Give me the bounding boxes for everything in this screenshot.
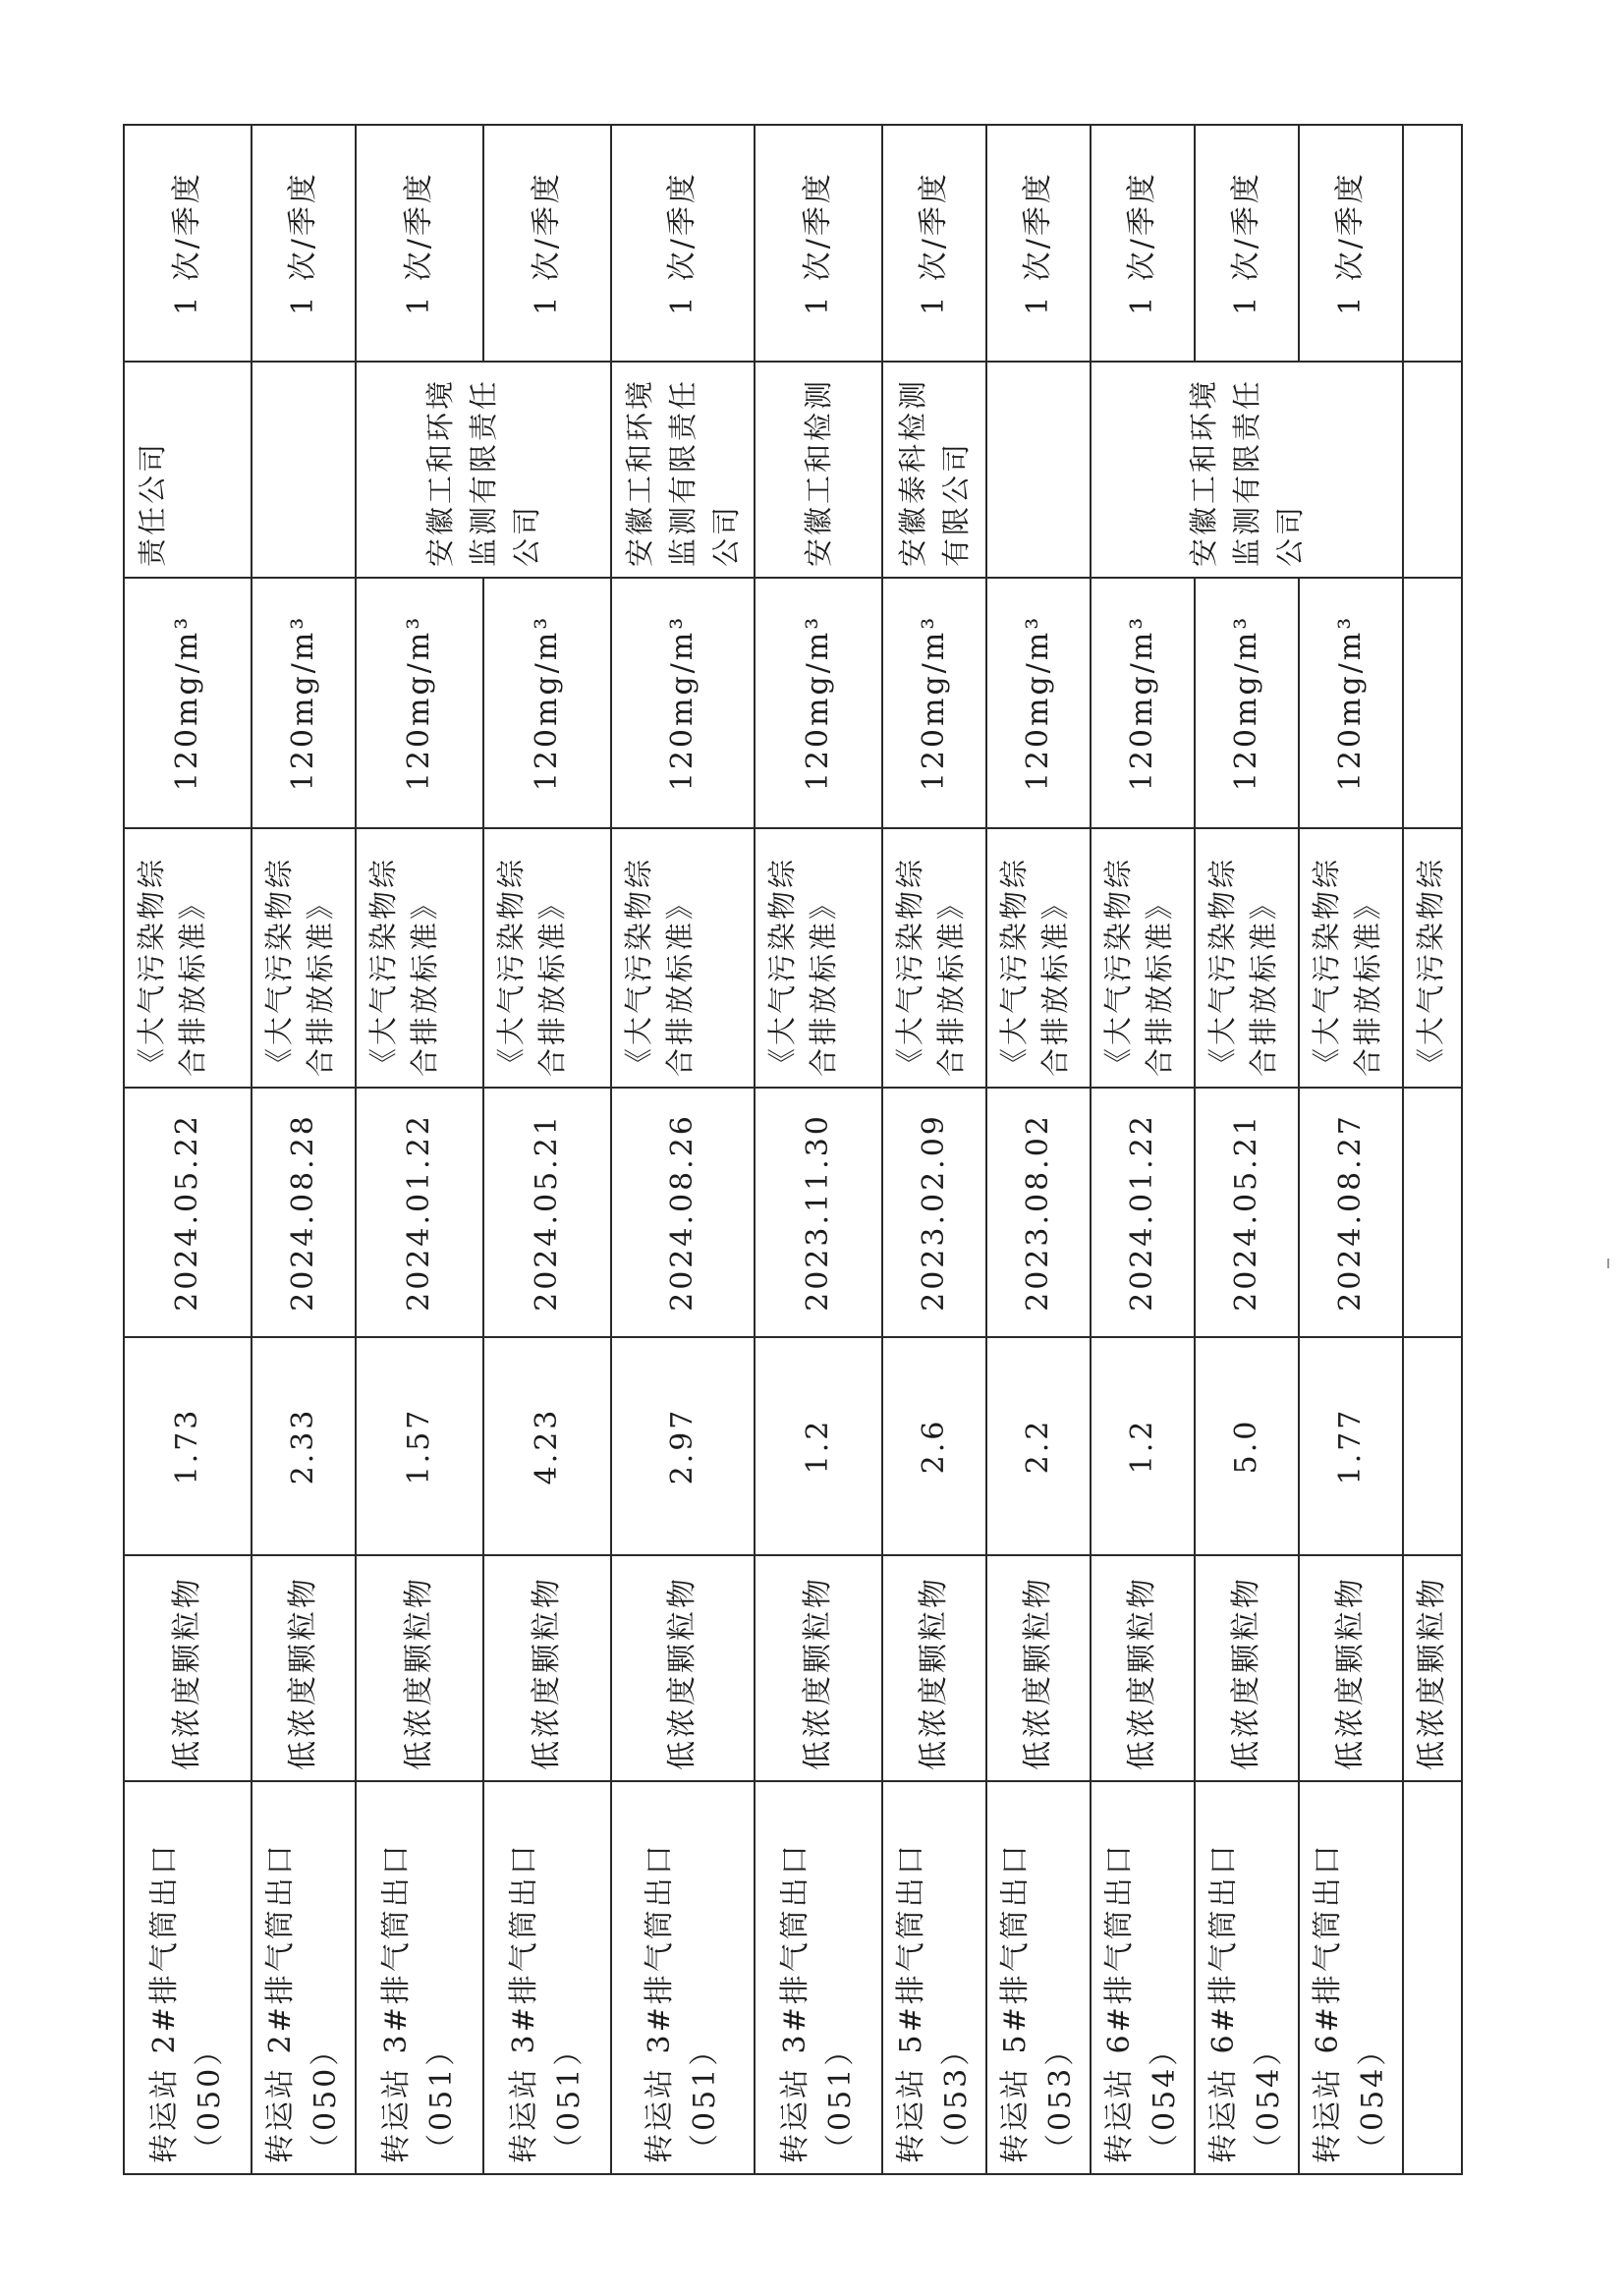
pollutant: 低浓度颗粒物 (1299, 1555, 1403, 1781)
table-row (252, 125, 356, 2174)
outlet-name: 转运站 3#排气筒出口（051） (755, 1781, 882, 2174)
pollutant: 低浓度颗粒物 (124, 1555, 252, 1781)
frequency: 1 次/季度 (124, 125, 252, 362)
pollutant: 低浓度颗粒物 (483, 1555, 611, 1781)
frequency: 1 次/季度 (1091, 125, 1195, 362)
pollutant: 低浓度颗粒物 (252, 1555, 356, 1781)
measured-value: 4.23 (483, 1337, 611, 1555)
table-row (611, 125, 755, 2174)
pollutant: 低浓度颗粒物 (882, 1555, 986, 1781)
table-row (124, 125, 252, 2174)
frequency: 1 次/季度 (611, 125, 755, 362)
table-row (1403, 125, 1462, 2174)
monitoring-table (123, 124, 1463, 2175)
test-date: 2024.01.22 (356, 1088, 483, 1337)
test-date: 2024.01.22 (1091, 1088, 1195, 1337)
limit-value: 120mg/m³ (483, 578, 611, 828)
outlet-name: 转运站 6#排气筒出口（054） (1299, 1781, 1403, 2174)
test-date: 2023.11.30 (755, 1088, 882, 1337)
limit-value: 120mg/m³ (611, 578, 755, 828)
testing-organization: 安徽工和检测 (755, 362, 882, 578)
pollutant: 低浓度颗粒物 (755, 1555, 882, 1781)
testing-organization: 责任公司 (124, 362, 252, 578)
frequency: 1 次/季度 (252, 125, 356, 362)
emission-standard: 《大气污染物综合排放标准》 (882, 828, 986, 1088)
testing-organization (986, 362, 1091, 578)
outlet-name: 转运站 3#排气筒出口（051） (483, 1781, 611, 2174)
pollutant: 低浓度颗粒物 (356, 1555, 483, 1781)
testing-organization (1403, 362, 1462, 578)
measured-value: 2.97 (611, 1337, 755, 1555)
outlet-name: 转运站 3#排气筒出口（051） (356, 1781, 483, 2174)
testing-organization: 安徽工和环境监测有限责任公司 (611, 362, 755, 578)
frequency: 1 次/季度 (882, 125, 986, 362)
test-date: 2024.05.21 (1195, 1088, 1299, 1337)
test-date: 2024.08.28 (252, 1088, 356, 1337)
emission-standard: 《大气污染物综合排放标准》 (124, 828, 252, 1088)
limit-value: 120mg/m³ (986, 578, 1091, 828)
table-row (1091, 125, 1195, 2174)
outlet-name: 转运站 2#排气筒出口（050） (124, 1781, 252, 2174)
testing-organization: 安徽泰科检测有限公司 (882, 362, 986, 578)
limit-value (1403, 578, 1462, 828)
limit-value: 120mg/m³ (882, 578, 986, 828)
outlet-name (1403, 1781, 1462, 2174)
test-date (1403, 1088, 1462, 1337)
test-date: 2024.08.27 (1299, 1088, 1403, 1337)
emission-standard: 《大气污染物综合排放标准》 (986, 828, 1091, 1088)
test-date: 2024.05.22 (124, 1088, 252, 1337)
frequency: 1 次/季度 (356, 125, 483, 362)
outlet-name: 转运站 3#排气筒出口（051） (611, 1781, 755, 2174)
limit-value: 120mg/m³ (1091, 578, 1195, 828)
scan-edge-mark (1607, 1259, 1609, 1268)
testing-organization: 安徽工和环境监测有限责任公司 (356, 362, 611, 578)
table-row (755, 125, 882, 2174)
measured-value: 1.77 (1299, 1337, 1403, 1555)
pollutant: 低浓度颗粒物 (1091, 1555, 1195, 1781)
frequency: 1 次/季度 (755, 125, 882, 362)
emission-standard: 《大气污染物综合排放标准》 (483, 828, 611, 1088)
pollutant: 低浓度颗粒物 (1195, 1555, 1299, 1781)
measured-value: 5.0 (1195, 1337, 1299, 1555)
limit-value: 120mg/m³ (1299, 578, 1403, 828)
measured-value (1403, 1337, 1462, 1555)
emission-standard: 《大气污染物综合排放标准》 (356, 828, 483, 1088)
measured-value: 1.2 (1091, 1337, 1195, 1555)
emission-standard: 《大气污染物综合排放标准》 (1299, 828, 1403, 1088)
outlet-name: 转运站 2#排气筒出口（050） (252, 1781, 356, 2174)
table-row (356, 125, 483, 2174)
measured-value: 2.2 (986, 1337, 1091, 1555)
emission-standard: 《大气污染物综合排放标准》 (1195, 828, 1299, 1088)
outlet-name: 转运站 6#排气筒出口（054） (1195, 1781, 1299, 2174)
testing-organization: 安徽工和环境监测有限责任公司 (1091, 362, 1403, 578)
outlet-name: 转运站 5#排气筒出口（053） (986, 1781, 1091, 2174)
emission-standard: 《大气污染物综 (1403, 828, 1462, 1088)
test-date: 2023.08.02 (986, 1088, 1091, 1337)
limit-value: 120mg/m³ (755, 578, 882, 828)
limit-value: 120mg/m³ (1195, 578, 1299, 828)
pollutant: 低浓度颗粒物 (986, 1555, 1091, 1781)
emission-standard: 《大气污染物综合排放标准》 (755, 828, 882, 1088)
test-date: 2024.05.21 (483, 1088, 611, 1337)
testing-organization (252, 362, 356, 578)
measured-value: 1.2 (755, 1337, 882, 1555)
frequency: 1 次/季度 (1195, 125, 1299, 362)
table-row (986, 125, 1091, 2174)
limit-value: 120mg/m³ (252, 578, 356, 828)
frequency: 1 次/季度 (1299, 125, 1403, 362)
measured-value: 2.6 (882, 1337, 986, 1555)
frequency: 1 次/季度 (483, 125, 611, 362)
outlet-name: 转运站 6#排气筒出口（054） (1091, 1781, 1195, 2174)
table-row (882, 125, 986, 2174)
measured-value: 1.73 (124, 1337, 252, 1555)
emission-standard: 《大气污染物综合排放标准》 (1091, 828, 1195, 1088)
measured-value: 2.33 (252, 1337, 356, 1555)
limit-value: 120mg/m³ (124, 578, 252, 828)
test-date: 2024.08.26 (611, 1088, 755, 1337)
measured-value: 1.57 (356, 1337, 483, 1555)
frequency (1403, 125, 1462, 362)
outlet-name: 转运站 5#排气筒出口（053） (882, 1781, 986, 2174)
pollutant: 低浓度颗粒物 (611, 1555, 755, 1781)
rotated-table-wrapper (123, 126, 1449, 2175)
limit-value: 120mg/m³ (356, 578, 483, 828)
frequency: 1 次/季度 (986, 125, 1091, 362)
emission-standard: 《大气污染物综合排放标准》 (252, 828, 356, 1088)
emission-standard: 《大气污染物综合排放标准》 (611, 828, 755, 1088)
pollutant: 低浓度颗粒物 (1403, 1555, 1462, 1781)
test-date: 2023.02.09 (882, 1088, 986, 1337)
